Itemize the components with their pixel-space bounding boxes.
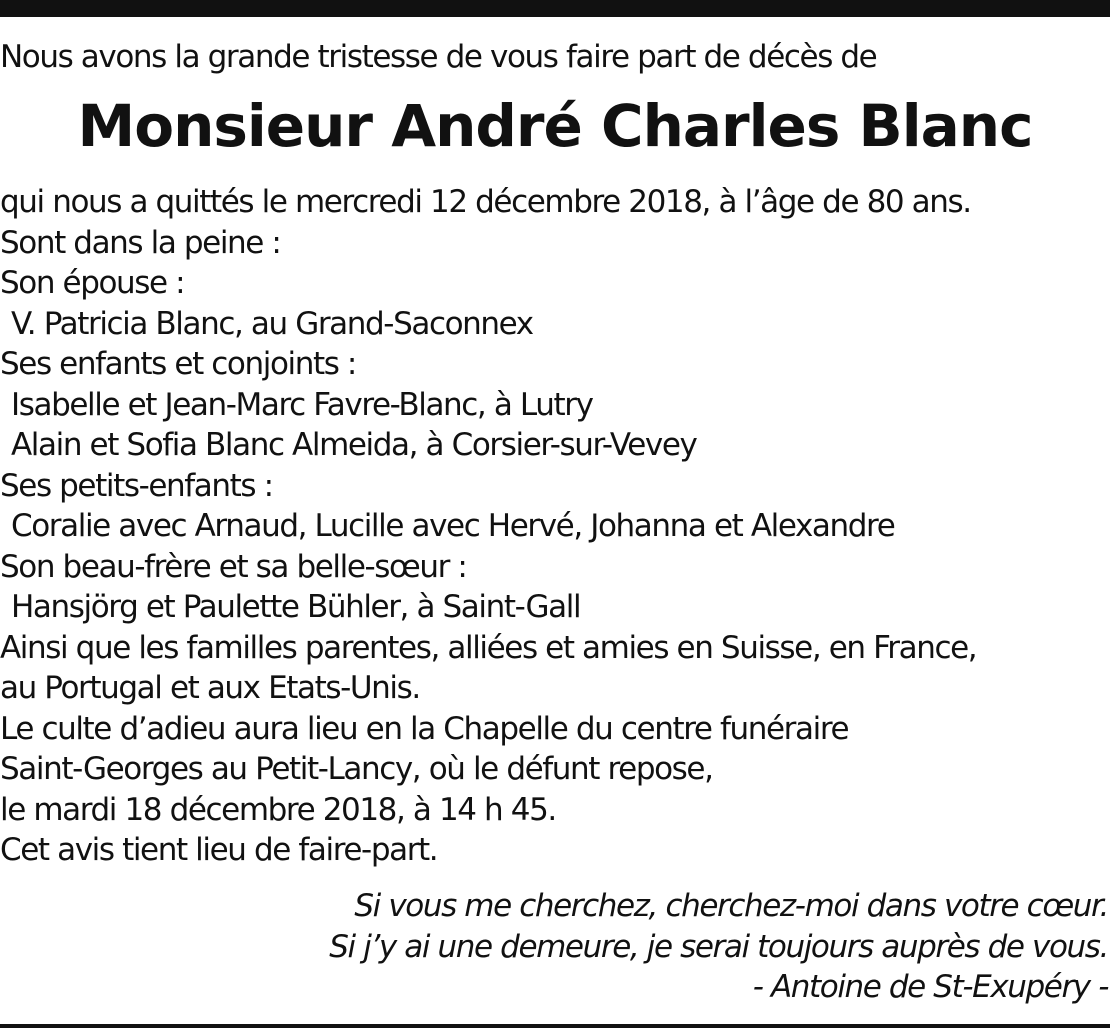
notice-line: Alain et Sofia Blanc Almeida, à Corsier-sur-Vevey — [11, 427, 697, 463]
notice-line: Isabelle et Jean-Marc Favre-Blanc, à Lutry — [11, 386, 593, 423]
notice-line: Le culte d’adieu aura lieu en la Chapelle du centre funéraire — [0, 710, 849, 747]
notice-body — [0, 182, 976, 871]
notice-line: Coralie avec Arnaud, Lucille avec Hervé, Johanna et Alexandre — [11, 508, 895, 544]
notice-line: au Portugal et aux Etats-Unis. — [0, 670, 420, 706]
notice-line: Saint-Georges au Petit-Lancy, où le défunt repose, — [0, 751, 713, 787]
notice-line: Son beau-frère et sa belle-sœur : — [0, 548, 467, 585]
notice-line: Sont dans la peine : — [0, 224, 281, 261]
notice-line: Ses petits-enfants : — [0, 467, 273, 504]
notice-line: Ainsi que les familles parentes, alliées et amies en Suisse, en France, — [0, 629, 977, 666]
notice-line: le mardi 18 décembre 2018, à 14 h 45. — [0, 791, 556, 828]
top-rule — [0, 0, 1110, 17]
deceased-name: Monsieur André Charles Blanc — [77, 92, 1033, 160]
bottom-rule — [0, 1024, 1110, 1028]
notice-line: qui nous a quittés le mercredi 12 décembre 2018, à l’âge de 80 ans. — [0, 184, 971, 220]
quote-line: Si vous me cherchez, cherchez-moi dans votre cœur. — [354, 888, 1108, 924]
quote-line: Si j’y ai une demeure, je serai toujours auprès de vous. — [329, 928, 1108, 965]
notice-line: Son épouse : — [0, 265, 185, 301]
notice-line: Cet avis tient lieu de faire-part. — [0, 832, 438, 868]
intro-text: Nous avons la grande tristesse de vous faire part de décès de — [0, 39, 877, 75]
notice-line: Ses enfants et conjoints : — [0, 346, 356, 382]
notice-line: V. Patricia Blanc, au Grand-Saconnex — [11, 305, 533, 342]
quote-attribution: - Antoine de St-Exupéry - — [752, 969, 1108, 1005]
notice-line: Hansjörg et Paulette Bühler, à Saint-Gall — [11, 589, 581, 625]
closing-quote — [329, 886, 1108, 1008]
